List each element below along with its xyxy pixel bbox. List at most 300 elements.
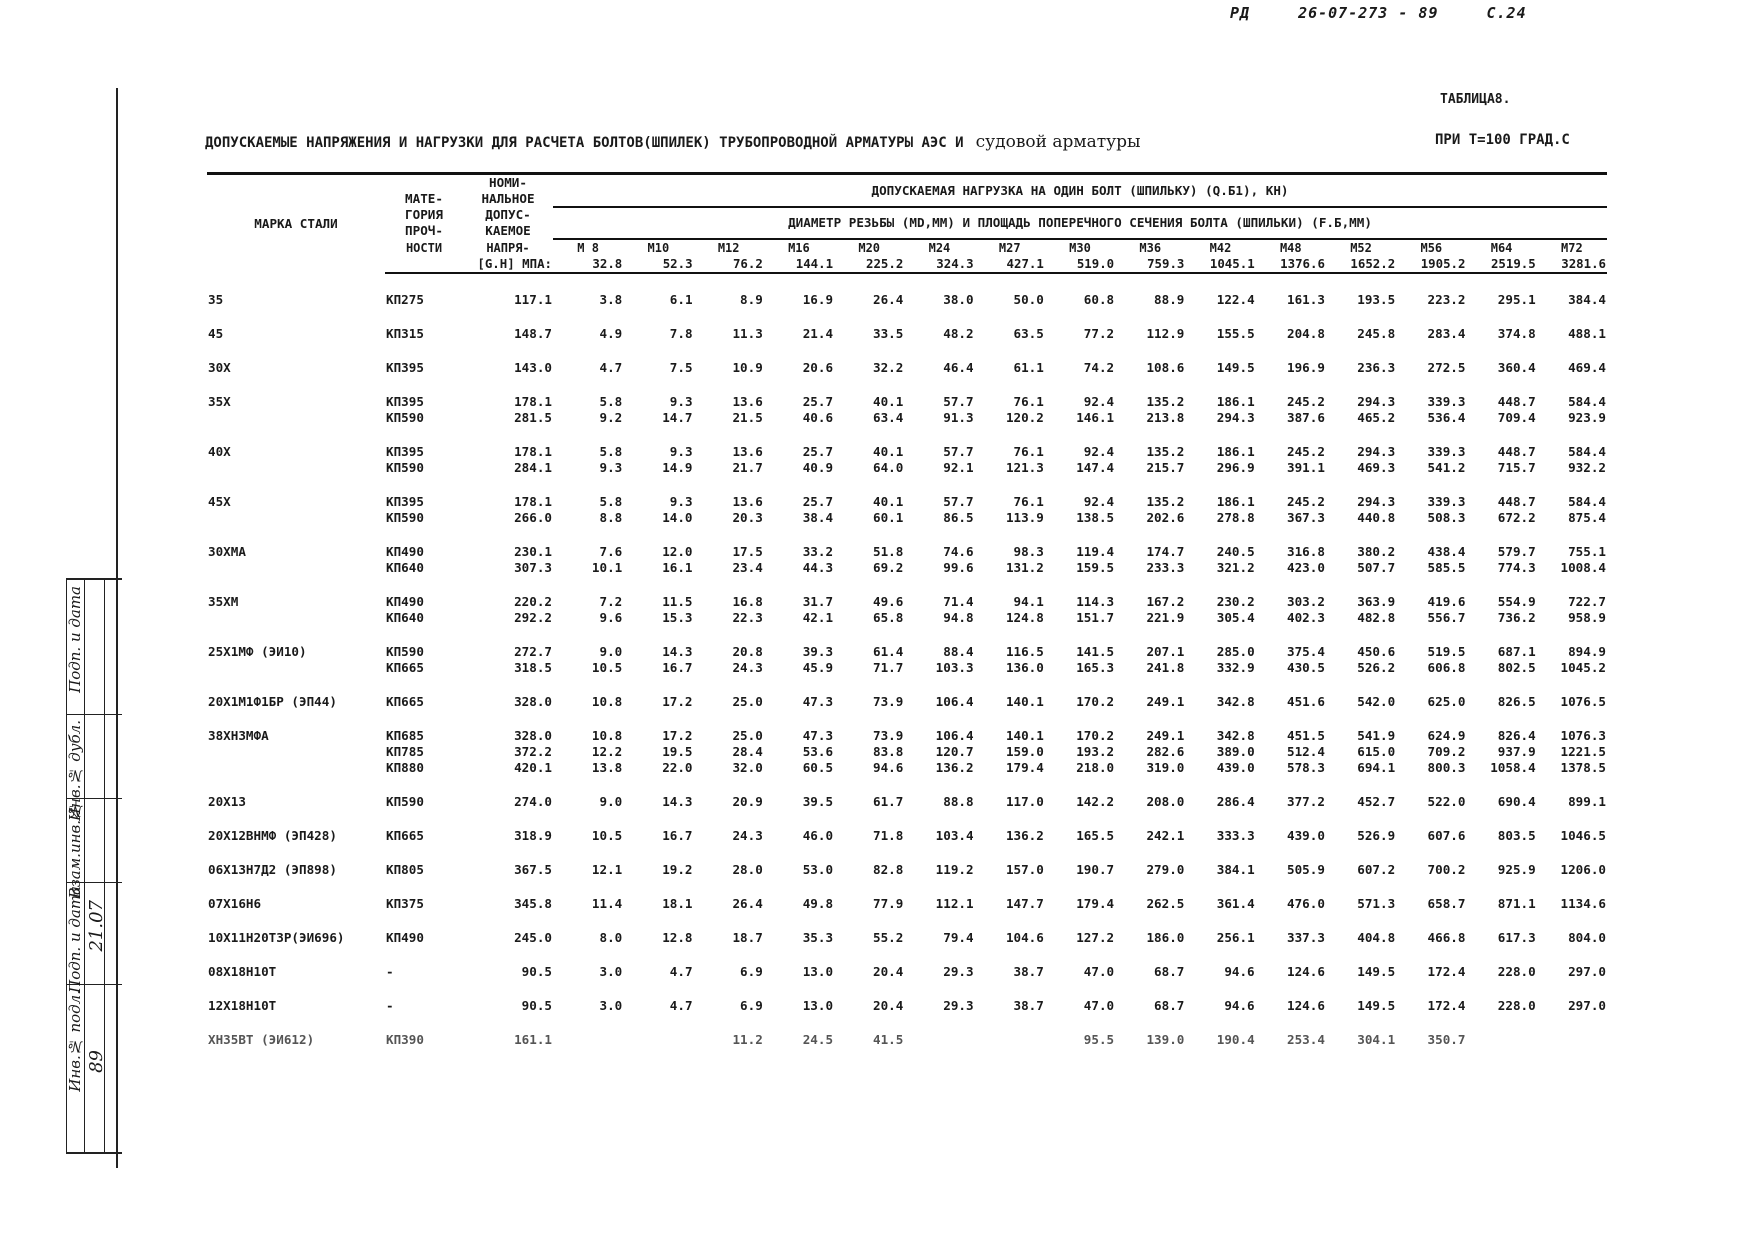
load-value: 482.8 <box>1357 610 1396 625</box>
load-value: 625.0 <box>1427 694 1466 709</box>
load-value: 16.1 <box>662 560 693 575</box>
load-value: 228.0 <box>1497 998 1536 1013</box>
load-value: 215.7 <box>1146 460 1185 475</box>
steel-grade-name: 40Х <box>208 444 231 459</box>
load-value: 802.5 <box>1497 660 1536 675</box>
load-value: 1045.2 <box>1560 660 1606 675</box>
load-value: 39.3 <box>802 644 834 659</box>
load-value: 236.3 <box>1357 360 1396 375</box>
load-value: 233.3 <box>1146 560 1185 575</box>
load-value: 223.2 <box>1427 292 1466 307</box>
load-value: 16.9 <box>802 292 834 307</box>
table-row <box>207 476 1607 510</box>
allowable-stress: 143.0 <box>514 360 552 375</box>
strength-category: КП785 <box>386 744 424 759</box>
load-value: 179.4 <box>1005 760 1044 775</box>
table-row <box>207 946 1607 980</box>
load-value: 94.8 <box>943 610 974 625</box>
load-value: 374.8 <box>1497 326 1536 341</box>
doc-prefix: РД <box>1230 4 1251 22</box>
load-value: 1206.0 <box>1560 862 1606 877</box>
header-size-10: М48 <box>1279 241 1302 255</box>
load-value: 92.4 <box>1083 494 1115 509</box>
load-value: 14.9 <box>662 460 693 475</box>
load-value: 10.9 <box>732 360 763 375</box>
steel-grade-name: 20Х13 <box>208 794 246 809</box>
load-value <box>553 1014 623 1048</box>
load-value: 68.7 <box>1154 998 1185 1013</box>
allowable-stress: 161.1 <box>514 1032 552 1047</box>
load-value: 367.3 <box>1287 510 1325 525</box>
load-value: 33.2 <box>802 544 834 559</box>
load-value: 50.0 <box>1013 292 1044 307</box>
header-stress-3: КАЕМОЕ <box>485 223 531 238</box>
load-value: 658.7 <box>1427 896 1466 911</box>
load-value: 120.2 <box>1005 410 1044 425</box>
load-value: 26.4 <box>872 292 904 307</box>
load-value: 294.3 <box>1216 410 1255 425</box>
table-row <box>207 308 1607 342</box>
load-value: 10.5 <box>591 828 623 843</box>
header-area-13: 2519.5 <box>1466 256 1536 273</box>
load-value: 98.3 <box>1013 544 1044 559</box>
load-value: 20.8 <box>732 644 763 659</box>
load-value: 522.0 <box>1427 794 1466 809</box>
load-value: 11.5 <box>662 594 693 609</box>
steel-grade-name: 35 <box>208 291 224 307</box>
load-value: 448.7 <box>1497 444 1536 459</box>
header-stress-4: НАПРЯ- <box>486 240 530 255</box>
load-value: 925.9 <box>1497 862 1536 877</box>
header-grade-4: НОСТИ <box>405 240 443 255</box>
load-value: 826.5 <box>1497 694 1536 709</box>
load-value: 690.4 <box>1497 794 1536 809</box>
load-value: 715.7 <box>1497 460 1536 475</box>
load-value: 19.2 <box>662 862 693 877</box>
load-value: 88.4 <box>943 644 974 659</box>
load-value: 207.1 <box>1146 644 1185 659</box>
load-value: 49.6 <box>872 594 904 609</box>
load-value: 894.9 <box>1568 644 1606 659</box>
load-value: 361.4 <box>1216 896 1255 911</box>
load-value: 465.2 <box>1357 410 1396 425</box>
load-value: 16.8 <box>732 594 763 609</box>
load-value: 584.4 <box>1568 494 1606 509</box>
table-row <box>207 676 1607 710</box>
header-size-7: М30 <box>1069 241 1091 255</box>
load-value: 106.4 <box>935 694 974 709</box>
load-value: 245.2 <box>1287 394 1325 409</box>
load-value: 99.6 <box>943 560 974 575</box>
header-size-5: М24 <box>928 241 951 255</box>
load-value: 135.2 <box>1146 444 1185 459</box>
header-size-11: М52 <box>1350 241 1372 255</box>
load-value: 12.1 <box>591 862 623 877</box>
allowable-stress: 117.1 <box>514 292 552 307</box>
load-value: 556.7 <box>1427 610 1466 625</box>
load-value: 204.8 <box>1287 326 1325 341</box>
load-value: 526.9 <box>1357 828 1396 843</box>
load-value: 94.1 <box>1013 594 1044 609</box>
strength-category: КП685 <box>386 728 424 743</box>
header-area-0: 32.8 <box>553 256 623 273</box>
load-value: 542.0 <box>1357 694 1396 709</box>
load-value: 165.5 <box>1076 828 1115 843</box>
load-value: 116.5 <box>1005 644 1044 659</box>
header-area-11: 1652.2 <box>1326 256 1396 273</box>
load-value: 117.0 <box>1005 794 1044 809</box>
load-value: 172.4 <box>1427 998 1466 1013</box>
load-value: 1008.4 <box>1560 560 1606 575</box>
table-row <box>207 576 1607 610</box>
load-value <box>904 1014 974 1048</box>
load-value: 46.0 <box>802 828 834 843</box>
load-value: 103.4 <box>935 828 974 843</box>
load-value: 74.6 <box>943 544 974 559</box>
load-value: 186.1 <box>1216 444 1255 459</box>
load-value: 607.2 <box>1357 862 1396 877</box>
load-value: 512.4 <box>1287 744 1325 759</box>
load-value: 448.7 <box>1497 394 1536 409</box>
load-value: 65.8 <box>872 610 904 625</box>
load-value: 297.0 <box>1568 964 1606 979</box>
load-value: 41.5 <box>872 1032 904 1047</box>
load-value: 161.3 <box>1287 292 1325 307</box>
header-area-8: 759.3 <box>1115 256 1185 273</box>
load-value: 272.5 <box>1427 360 1466 375</box>
header-row-3 <box>207 207 1607 223</box>
load-value: 541.2 <box>1427 460 1466 475</box>
load-value: 24.3 <box>732 828 763 843</box>
load-value: 541.9 <box>1357 728 1396 743</box>
load-value: 114.3 <box>1076 594 1115 609</box>
table-row <box>207 1014 1607 1048</box>
header-grade-2: ГОРИЯ <box>405 207 443 222</box>
load-value: 297.0 <box>1568 998 1606 1013</box>
load-value: 44.3 <box>802 560 834 575</box>
load-value: 11.2 <box>732 1032 763 1047</box>
table-row <box>207 273 1607 308</box>
load-value: 76.1 <box>1013 394 1044 409</box>
load-value: 736.2 <box>1497 610 1536 625</box>
load-value: 10.5 <box>591 660 623 675</box>
load-value: 47.3 <box>802 694 834 709</box>
load-value: 167.2 <box>1146 594 1185 609</box>
load-value: 253.4 <box>1287 1032 1325 1047</box>
load-value: 430.5 <box>1287 660 1325 675</box>
load-value: 871.1 <box>1497 896 1536 911</box>
load-value: 9.0 <box>599 794 623 809</box>
steel-grade-name: 38ХН3МФА <box>208 728 269 743</box>
allowable-stress: 328.0 <box>514 694 552 709</box>
header-size-4: М20 <box>858 241 881 255</box>
load-value: 303.2 <box>1287 594 1325 609</box>
load-value: 11.4 <box>591 896 623 911</box>
load-value: 7.8 <box>669 326 693 341</box>
stress-load-table <box>207 172 1607 1048</box>
load-value: 937.9 <box>1497 744 1536 759</box>
load-value: 103.3 <box>935 660 974 675</box>
load-value: 86.5 <box>943 510 974 525</box>
load-value: 69.2 <box>872 560 904 575</box>
load-value: 607.6 <box>1427 828 1466 843</box>
load-value: 40.9 <box>802 460 834 475</box>
strength-category: КП490 <box>386 930 424 945</box>
load-value: 17.2 <box>662 728 693 743</box>
strength-category: КП395 <box>386 444 424 459</box>
table-row <box>207 410 1607 426</box>
load-value: 694.1 <box>1357 760 1396 775</box>
load-value: 33.5 <box>872 326 904 341</box>
header-size-3: М16 <box>788 241 810 255</box>
load-value: 9.3 <box>669 494 693 509</box>
strength-category: КП590 <box>386 510 424 525</box>
load-value: 5.8 <box>599 444 623 459</box>
load-value: 45.9 <box>802 660 834 675</box>
load-value: 439.0 <box>1287 828 1325 843</box>
load-value: 82.8 <box>872 862 904 877</box>
load-value: 536.4 <box>1427 410 1466 425</box>
allowable-stress: 245.0 <box>514 930 552 945</box>
load-value: 60.8 <box>1083 292 1115 307</box>
header-diameter: ДИАМЕТР РЕЗЬБЫ (МD,ММ) И ПЛОЩАДЬ ПОПЕРЕЧНОГО СЕЧЕНИЯ БОЛТА (ШПИЛЬКИ) (F.Б,ММ) <box>553 207 1607 239</box>
load-value <box>975 1014 1045 1048</box>
load-value: 40.1 <box>872 394 904 409</box>
load-value: 505.9 <box>1287 862 1325 877</box>
header-area-9: 1045.1 <box>1185 256 1255 273</box>
load-value: 170.2 <box>1076 728 1115 743</box>
allowable-stress: 328.0 <box>514 728 552 743</box>
steel-grade-name: 07Х16Н6 <box>208 896 262 911</box>
allowable-stress: 274.0 <box>514 794 552 809</box>
load-value: 35.3 <box>802 930 834 945</box>
load-value: 77.2 <box>1083 326 1115 341</box>
margin-stamp <box>66 578 122 1154</box>
load-value: 172.4 <box>1427 964 1466 979</box>
table-row <box>207 342 1607 376</box>
load-value: 319.0 <box>1146 760 1185 775</box>
load-value: 193.2 <box>1076 744 1115 759</box>
load-value: 363.9 <box>1357 594 1396 609</box>
table-row <box>207 844 1607 878</box>
load-value: 14.0 <box>662 510 693 525</box>
load-value: 337.3 <box>1287 930 1325 945</box>
load-value: 709.4 <box>1497 410 1536 425</box>
steel-grade-name: 25Х1МФ (ЭИ10) <box>208 644 307 659</box>
load-value: 18.1 <box>662 896 693 911</box>
load-value: 88.9 <box>1154 292 1185 307</box>
load-value: 47.0 <box>1083 998 1115 1013</box>
load-value: 61.7 <box>872 794 904 809</box>
load-value: 119.4 <box>1076 544 1115 559</box>
load-value: 4.7 <box>669 998 693 1013</box>
table-row <box>207 610 1607 626</box>
steel-grade-name: 20Х12ВНМФ (ЭП428) <box>208 828 337 843</box>
header-load: ДОПУСКАЕМАЯ НАГРУЗКА НА ОДИН БОЛТ (ШПИЛЬКУ) (Q.Б1), КН) <box>553 174 1607 208</box>
load-value: 488.1 <box>1568 326 1606 341</box>
load-value: 38.7 <box>1013 998 1044 1013</box>
header-area-3: 144.1 <box>764 256 834 273</box>
load-value: 165.3 <box>1076 660 1115 675</box>
load-value: 25.7 <box>802 494 834 509</box>
load-value: 606.8 <box>1427 660 1466 675</box>
load-value: 106.4 <box>935 728 974 743</box>
load-value: 6.9 <box>740 964 763 979</box>
allowable-stress: 367.5 <box>514 862 552 877</box>
load-value: 249.1 <box>1146 728 1185 743</box>
steel-grade-name: ХН35ВТ (ЭИ612) <box>208 1032 315 1047</box>
load-value: 507.7 <box>1357 560 1396 575</box>
header-stress-0: НОМИ- <box>463 174 553 192</box>
load-value <box>623 1014 693 1048</box>
load-value: 13.6 <box>732 444 763 459</box>
header-area-7: 519.0 <box>1045 256 1115 273</box>
strength-category: КП665 <box>386 694 424 709</box>
allowable-stress: 272.7 <box>514 644 552 659</box>
load-value: 339.3 <box>1427 394 1466 409</box>
allowable-stress: 292.2 <box>514 610 552 625</box>
strength-category: КП805 <box>386 862 424 877</box>
load-value: 339.3 <box>1427 444 1466 459</box>
table-row <box>207 626 1607 660</box>
table-row <box>207 426 1607 460</box>
load-value: 95.5 <box>1083 1032 1115 1047</box>
load-value: 63.5 <box>1013 326 1044 341</box>
load-value: 899.1 <box>1568 794 1606 809</box>
load-value: 469.4 <box>1568 360 1606 375</box>
load-value: 122.4 <box>1216 292 1255 307</box>
table-row <box>207 760 1607 776</box>
load-value: 124.8 <box>1005 610 1044 625</box>
load-value: 466.8 <box>1427 930 1466 945</box>
load-value: 57.7 <box>943 494 974 509</box>
header-area-1: 52.3 <box>623 256 693 273</box>
load-value: 12.0 <box>662 544 693 559</box>
table-row <box>207 980 1607 1014</box>
strength-category: КП275 <box>386 292 424 307</box>
load-value: 9.3 <box>669 444 693 459</box>
table-number: ТАБЛИЦА8. <box>1440 92 1511 107</box>
steel-grade-name: 35Х <box>208 394 231 409</box>
load-value: 20.4 <box>872 964 904 979</box>
load-value: 249.1 <box>1146 694 1185 709</box>
load-value: 190.7 <box>1076 862 1115 877</box>
load-value: 108.6 <box>1146 360 1185 375</box>
load-value: 71.8 <box>872 828 904 843</box>
load-value: 451.5 <box>1287 728 1325 743</box>
load-value: 1046.5 <box>1560 828 1606 843</box>
load-value: 571.3 <box>1357 896 1396 911</box>
table-row <box>207 912 1607 946</box>
load-value: 256.1 <box>1216 930 1255 945</box>
load-value: 240.5 <box>1216 544 1255 559</box>
load-value: 202.6 <box>1146 510 1185 525</box>
load-value: 186.1 <box>1216 394 1255 409</box>
load-value: 40.1 <box>872 444 904 459</box>
load-value: 296.9 <box>1216 460 1255 475</box>
load-value: 38.7 <box>1013 964 1044 979</box>
title-main: ДОПУСКАЕМЫЕ НАПРЯЖЕНИЯ И НАГРУЗКИ ДЛЯ РАСЧЕТА БОЛТОВ(ШПИЛЕК) ТРУБОПРОВОДНОЙ АРМАТУРЫ АЭС И <box>205 135 964 151</box>
load-value: 305.4 <box>1216 610 1255 625</box>
load-value: 339.3 <box>1427 494 1466 509</box>
header-stress-unit: [G.H] МПА: <box>463 256 553 273</box>
load-value <box>1537 1014 1607 1048</box>
load-value: 94.6 <box>1224 964 1255 979</box>
stamp-date-note: 21.07 <box>86 900 107 952</box>
load-value: 295.1 <box>1497 292 1536 307</box>
load-value: 722.7 <box>1568 594 1606 609</box>
doc-page: С.24 <box>1486 4 1527 22</box>
load-value: 476.0 <box>1287 896 1325 911</box>
load-value: 20.4 <box>872 998 904 1013</box>
load-value: 127.2 <box>1076 930 1115 945</box>
allowable-stress: 318.5 <box>514 660 552 675</box>
load-value: 61.4 <box>872 644 904 659</box>
load-value: 16.7 <box>662 828 693 843</box>
header-area-row <box>207 256 1607 273</box>
allowable-stress: 284.1 <box>514 460 552 475</box>
allowable-stress: 90.5 <box>521 998 552 1013</box>
load-value: 21.5 <box>732 410 763 425</box>
load-value: 23.4 <box>732 560 763 575</box>
load-value: 73.9 <box>872 694 904 709</box>
load-value: 22.3 <box>732 610 763 625</box>
strength-category: КП590 <box>386 794 424 809</box>
load-value: 19.5 <box>662 744 693 759</box>
load-value: 387.6 <box>1287 410 1325 425</box>
table-row <box>207 878 1607 912</box>
load-value: 350.7 <box>1427 1032 1466 1047</box>
load-value: 94.6 <box>1224 998 1255 1013</box>
load-value: 21.4 <box>802 326 834 341</box>
allowable-stress: 345.8 <box>514 896 552 911</box>
strength-category: КП490 <box>386 544 424 559</box>
load-value: 9.2 <box>599 410 623 425</box>
strength-category: КП590 <box>386 460 424 475</box>
steel-grade-name: 30Х <box>208 360 231 375</box>
load-value: 92.4 <box>1083 444 1115 459</box>
load-value: 29.3 <box>943 964 974 979</box>
load-value: 25.7 <box>802 394 834 409</box>
allowable-stress: 307.3 <box>514 560 552 575</box>
load-value: 14.7 <box>662 410 693 425</box>
load-value: 17.2 <box>662 694 693 709</box>
table-row <box>207 776 1607 810</box>
load-value: 46.4 <box>943 360 974 375</box>
load-value: 112.1 <box>935 896 974 911</box>
strength-category: КП490 <box>386 594 424 609</box>
stamp-label-sign-date-top: Подп. и дата <box>66 586 84 693</box>
load-value: 13.0 <box>802 998 834 1013</box>
load-value: 13.0 <box>802 964 834 979</box>
steel-grade-name: 45Х <box>208 494 231 509</box>
load-value: 29.3 <box>943 998 974 1013</box>
load-value: 61.1 <box>1013 360 1044 375</box>
load-value: 135.2 <box>1146 494 1185 509</box>
load-value: 47.3 <box>802 728 834 743</box>
load-value: 285.0 <box>1216 644 1255 659</box>
load-value: 136.0 <box>1005 660 1044 675</box>
load-value: 451.6 <box>1287 694 1325 709</box>
header-size-13: М64 <box>1490 241 1513 255</box>
allowable-stress: 148.7 <box>514 326 552 341</box>
load-value: 624.9 <box>1427 728 1466 743</box>
load-value: 196.9 <box>1287 360 1325 375</box>
load-value: 32.2 <box>872 360 904 375</box>
load-value: 24.3 <box>732 660 763 675</box>
header-area-14: 3281.6 <box>1537 256 1607 273</box>
load-value: 803.5 <box>1497 828 1536 843</box>
